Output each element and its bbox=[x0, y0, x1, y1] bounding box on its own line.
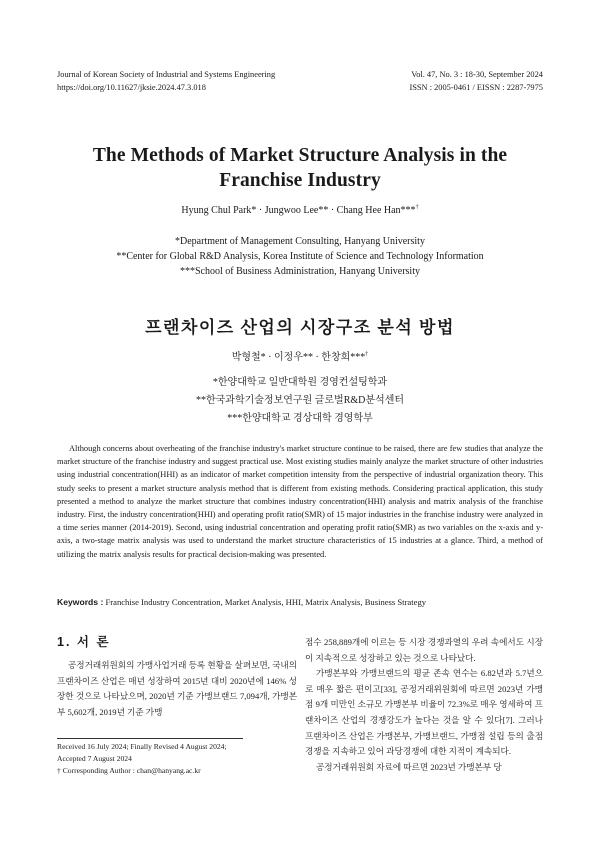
left-paragraph-1: 공정거래위원회의 가맹사업거래 등록 현황을 살펴보면, 국내의 프랜차이즈 산업은 매년 성장하여 2015년 대비 2020년에 146% 성장한 것으로 나타났으며, 2020년 기준 가맹브랜드 7,094개, 가맹본부 5,602개, 2019년 기준 가맹 bbox=[57, 660, 297, 717]
doi-link[interactable]: https://doi.org/10.11627/jksie.2024.47.3.018 bbox=[57, 83, 206, 92]
footnote-corresponding-mark: † bbox=[57, 766, 61, 775]
author-names: Hyung Chul Park* · Jungwoo Lee** · Chang Hee Han*** bbox=[181, 205, 416, 216]
issn-info: ISSN : 2005-0461 / EISSN : 2287-7975 bbox=[409, 83, 543, 92]
paper-title-line-2: Franchise Industry bbox=[219, 170, 381, 191]
affiliation-1: *Department of Management Consulting, Hanyang University bbox=[175, 236, 425, 247]
right-column bbox=[305, 635, 543, 775]
footnote-received: Received 16 July 2024; Finally Revised 4 August 2024; bbox=[57, 742, 227, 751]
corresponding-mark: † bbox=[415, 204, 419, 211]
volume-info: Vol. 47, No. 3 : 18-30, September 2024 bbox=[411, 70, 543, 79]
keywords-label: Keywords : bbox=[57, 597, 104, 607]
korean-affiliation-3: ***한양대학교 경상대학 경영학부 bbox=[227, 413, 373, 424]
right-paragraph-1: 가맹본부와 가맹브랜드의 평균 존속 연수는 6.82년과 5.7년으로 매우 짧은 편이고[33], 공정거래위원회에 따르면 2023년 가맹점 9개 미만인 소규모 가맹본부 비율이 72.3%로 매우 영세하여 프랜차이즈 산업의 경쟁강도가 높다는 것을 알 수 있다[7]. 그러나 프랜차이즈 산업은 가맹본부, 가맹브랜드, 가맹점 설립 등의 출점 경쟁을 지속하고 있어 과당경쟁에 대한 지적이 계속되다. bbox=[305, 668, 543, 757]
section-title: 서 론 bbox=[76, 635, 111, 649]
korean-affiliation-1: *한양대학교 일반대학원 경영컨설팅학과 bbox=[212, 377, 388, 388]
korean-title: 프랜차이즈 산업의 시장구조 분석 방법 bbox=[145, 318, 455, 337]
section-heading bbox=[57, 632, 111, 650]
author-list bbox=[0, 205, 600, 216]
left-column bbox=[57, 658, 297, 720]
footnote-corresponding bbox=[57, 765, 297, 777]
footnote-corresponding-text: Corresponding Author : chan@hanyang.ac.kr bbox=[62, 766, 201, 775]
footnote-rule bbox=[57, 738, 243, 739]
right-paragraph-2: 공정거래위원회 자료에 따르면 2023년 가맹본부 당 bbox=[316, 761, 502, 772]
section-number: 1. bbox=[57, 635, 72, 649]
abstract-text: Although concerns about overheating of the franchise industry's market structure continue to be raised, there are few studies that analyze the market structure of the franchise industry and suggest practical use. Most existing studies mainly analyze the market structure of other industries using industrial concentration(HHI) as an indicator of market competition intensity from the perspective of industrial organization theory. This study seeks to present a market structure analysis method that is different from existing methods. Considering practical application, this study presented a method to analyze the market structure that combines industry concentration(HHI) analysis and matrix analysis of the franchise industry. First, the industry concentration(HHI) and operating profit ratio(SMR) of 15 major industries in the franchise industry were analyzed in a time series manner (2014-2019). Second, using industrial concentration and operating profit ratio(SMR) as two variables on the x-axis and y-axis, a two-stage matrix analysis was used to understand the market structure characteristics of 15 industries at a glance. Third, a method of utilizing the matrix analysis results for practical decision-making was presented. bbox=[57, 444, 543, 559]
korean-author-list bbox=[0, 348, 600, 363]
keywords-text: Franchise Industry Concentration, Market Analysis, HHI, Matrix Analysis, Business Strategy bbox=[105, 597, 427, 607]
journal-name: Journal of Korean Society of Industrial and Systems Engineering bbox=[57, 70, 276, 79]
affiliation-2: **Center for Global R&D Analysis, Korea Institute of Science and Technology Information bbox=[116, 251, 484, 262]
keywords-line bbox=[57, 597, 543, 607]
korean-author-names: 박형철* · 이정우** · 한창희*** bbox=[231, 352, 366, 363]
korean-affiliation-2: **한국과학기술정보연구원 글로벌R&D분석센터 bbox=[195, 395, 405, 406]
footnote-accepted: Accepted 7 August 2024 bbox=[57, 754, 132, 763]
paper-title-line-1: The Methods of Market Structure Analysis in the bbox=[92, 145, 508, 166]
right-continuation: 점수 258,889개에 이르는 등 시장 경쟁과열의 우려 속에서도 시장이 지속적으로 성장하고 있는 것으로 나타났다. bbox=[305, 637, 543, 663]
korean-corresponding-mark: † bbox=[365, 351, 369, 358]
affiliation-3: ***School of Business Administration, Hanyang University bbox=[180, 266, 420, 277]
